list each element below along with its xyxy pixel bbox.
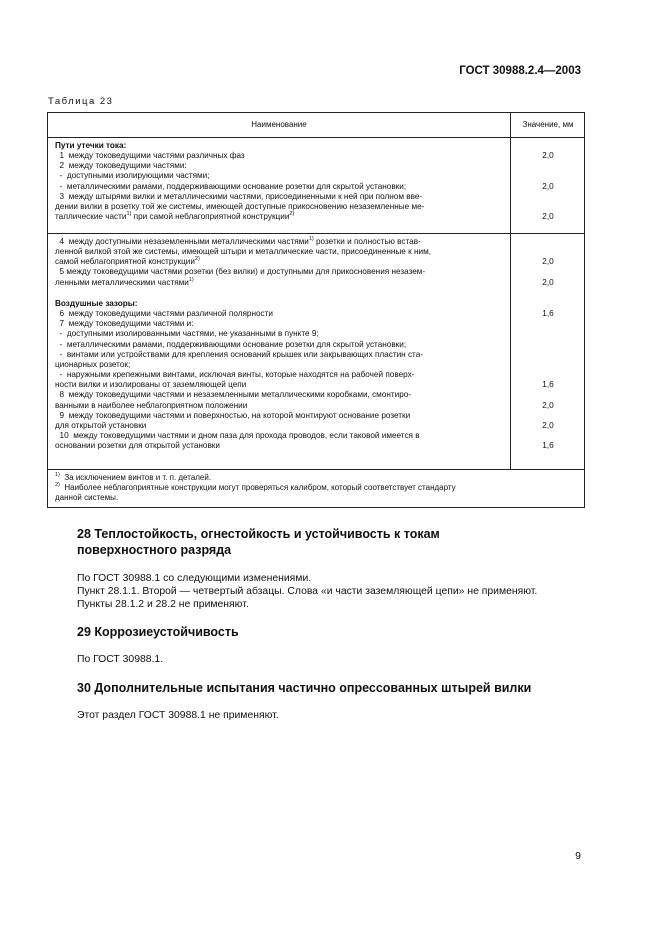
row-text: ности вилки и изолированы от заземляющей цепи	[55, 380, 247, 390]
table-row-value: 2,0	[542, 420, 554, 430]
table-row-text	[55, 151, 507, 161]
note-text: Наиболее неблагоприятные конструкции могут проверяться калибром, который соответствует стандарту	[59, 483, 456, 492]
column-header-name: Наименование	[251, 120, 307, 129]
table-caption: Таблица 23	[48, 96, 114, 107]
header-divider	[48, 137, 584, 138]
table-row-text	[55, 182, 507, 192]
row-text: - винтами или устройствами для крепления оснований крышек или закрывающих пластин ста-	[55, 349, 423, 359]
row-text-cont: при самой неблагоприятной конструкции	[131, 212, 290, 222]
section-29-title: 29 Коррозиеустойчивость	[77, 625, 239, 639]
row-text: основании розетки для открытой установки	[55, 441, 220, 451]
footnote-mark: 2)	[55, 482, 60, 488]
column-header-value: Значение, мм	[522, 120, 574, 129]
notes-divider	[48, 469, 584, 470]
table-row-value: 2,0	[542, 400, 554, 410]
row-text: Воздушные зазоры:	[55, 299, 138, 308]
row-text: ционарных розеток;	[55, 359, 131, 369]
table-row-text	[55, 161, 507, 171]
section-28-title	[77, 526, 440, 558]
row-text: 8 между токоведущими частями и незаземленными металлическими коробками, смонтиро-	[55, 390, 412, 400]
table-row-text	[55, 319, 507, 329]
table-note	[55, 493, 118, 503]
document-code: ГОСТ 30988.2.4—2003	[459, 65, 581, 77]
row-text: - доступными изолирующими частями;	[55, 171, 210, 181]
row-text: 9 между токоведущими частями и поверхностью, на которой монтируют основание розетки	[55, 410, 411, 420]
footnote-ref: 2)	[194, 256, 200, 263]
table-row-text	[55, 401, 507, 411]
table-row-value: 2,0	[542, 151, 554, 161]
table-row-text	[55, 257, 507, 267]
table-row-text	[55, 421, 507, 431]
row-text: самой неблагоприятной конструкции	[55, 257, 195, 267]
note-text: За исключением винтов и т. п. деталей.	[59, 473, 212, 482]
row-text: 7 между токоведущими частями и:	[55, 319, 194, 329]
row-text: для открытой установки	[55, 420, 147, 430]
table-row-text	[55, 202, 507, 212]
table-row-text	[55, 329, 507, 339]
footnote-ref: 1)	[308, 236, 314, 242]
table-row-value: 2,0	[542, 257, 554, 267]
row-text: ванными в наиболее неблагоприятном положении	[55, 400, 248, 410]
table-row-text	[55, 360, 507, 370]
row-text: 10 между токоведущими частями и дном паза для прохода проводов, если таковой имеется в	[55, 430, 420, 440]
table-row-value: 2,0	[542, 277, 554, 287]
table-row-text	[55, 350, 507, 360]
table-row-text	[55, 299, 507, 309]
table-row-value: 1,6	[542, 441, 554, 451]
table-row-text	[55, 441, 507, 451]
table-row-text	[55, 212, 507, 222]
table-note	[55, 483, 456, 493]
table-row-text	[55, 340, 507, 350]
section-30-paragraph: Этот раздел ГОСТ 30988.1 не применяют.	[77, 710, 279, 721]
column-divider	[510, 113, 511, 469]
section-28-title-line1: 28 Теплостойкость, огнестойкость и устойчивость к токам	[77, 527, 440, 541]
page-number: 9	[575, 850, 581, 862]
footnote-mark: 1)	[55, 472, 60, 478]
footnote-ref: 2)	[289, 211, 295, 218]
row-text: ленной вилкой этой же системы, имеющей штыри и металлические части, присоединенные к ним,	[55, 247, 431, 257]
footnote-ref: 1)	[188, 276, 194, 283]
row-text: 1 между токоведущими частями различных фаз	[55, 151, 245, 161]
table-row-text	[55, 309, 507, 319]
table-row-value: 1,6	[542, 309, 554, 319]
footnote-ref: 1)	[126, 211, 132, 218]
table-row-text	[55, 171, 507, 181]
row-text: дении вилки в розетку той же системы, имеющей доступные прикосновению незаземленные ме-	[55, 201, 425, 211]
table-row-value: 1,6	[542, 380, 554, 390]
note-text: данной системы.	[55, 493, 119, 502]
row-text: 2 между токоведущими частями:	[55, 161, 187, 171]
row-text: 6 между токоведущими частями различной полярности	[55, 309, 273, 319]
section-28-paragraph: Пункты 28.1.2 и 28.2 не применяют.	[77, 599, 249, 610]
section-28-title-line2: поверхностного разряда	[77, 543, 232, 557]
table-row-text	[55, 411, 507, 421]
row-text: - доступными изолированными частями, не указанными в пункте 9;	[55, 329, 319, 339]
table-row-text	[55, 390, 507, 400]
row-text: - наружными крепежными винтами, исключая винты, которые находятся на рабочей поверх-	[55, 370, 415, 380]
table-note	[55, 473, 211, 483]
table-row-text	[55, 247, 507, 257]
table-row-text	[55, 380, 507, 390]
row-text: ленными металлическими частями	[55, 277, 189, 287]
table-row-text	[55, 192, 507, 202]
group-divider	[48, 233, 584, 234]
table-row-text	[55, 431, 507, 441]
section-29-paragraph: По ГОСТ 30988.1.	[77, 654, 164, 665]
row-text: 3 между штырями вилки и металлическими частями, присоединенными к ней при полном вве-	[55, 191, 423, 201]
table-row-value: 2,0	[542, 181, 554, 191]
row-text: - металлическими рамами, поддерживающими основание розетки для скрытой установки;	[55, 339, 407, 349]
row-text: - металлическими рамами, поддерживающими основание розетки для скрытой установки;	[55, 181, 407, 191]
table-row-text	[55, 141, 507, 151]
table-row-text	[55, 267, 507, 277]
row-text: Пути утечки тока:	[55, 141, 127, 150]
row-text: 4 между доступными незаземленными металлическими частями	[55, 237, 309, 246]
table-row-text	[55, 370, 507, 380]
table-row-value: 2,0	[542, 212, 554, 222]
row-text: 5 между токоведущими частями розетки (без вилки) и доступными для прикосновения незазем-	[55, 267, 426, 277]
data-table	[47, 112, 585, 508]
row-text: таллические части	[55, 212, 127, 222]
row-text-cont: розетки и полностью встав-	[313, 237, 421, 246]
section-28-paragraph: Пункт 28.1.1. Второй — четвертый абзацы. Слова «и части заземляющей цепи» не применяют.	[77, 586, 538, 597]
table-row-text	[55, 278, 507, 288]
section-30-title: 30 Дополнительные испытания частично опрессованных штырей вилки	[77, 681, 532, 695]
table-row-text	[55, 237, 507, 247]
section-28-paragraph: По ГОСТ 30988.1 со следующими изменениями.	[77, 573, 312, 584]
